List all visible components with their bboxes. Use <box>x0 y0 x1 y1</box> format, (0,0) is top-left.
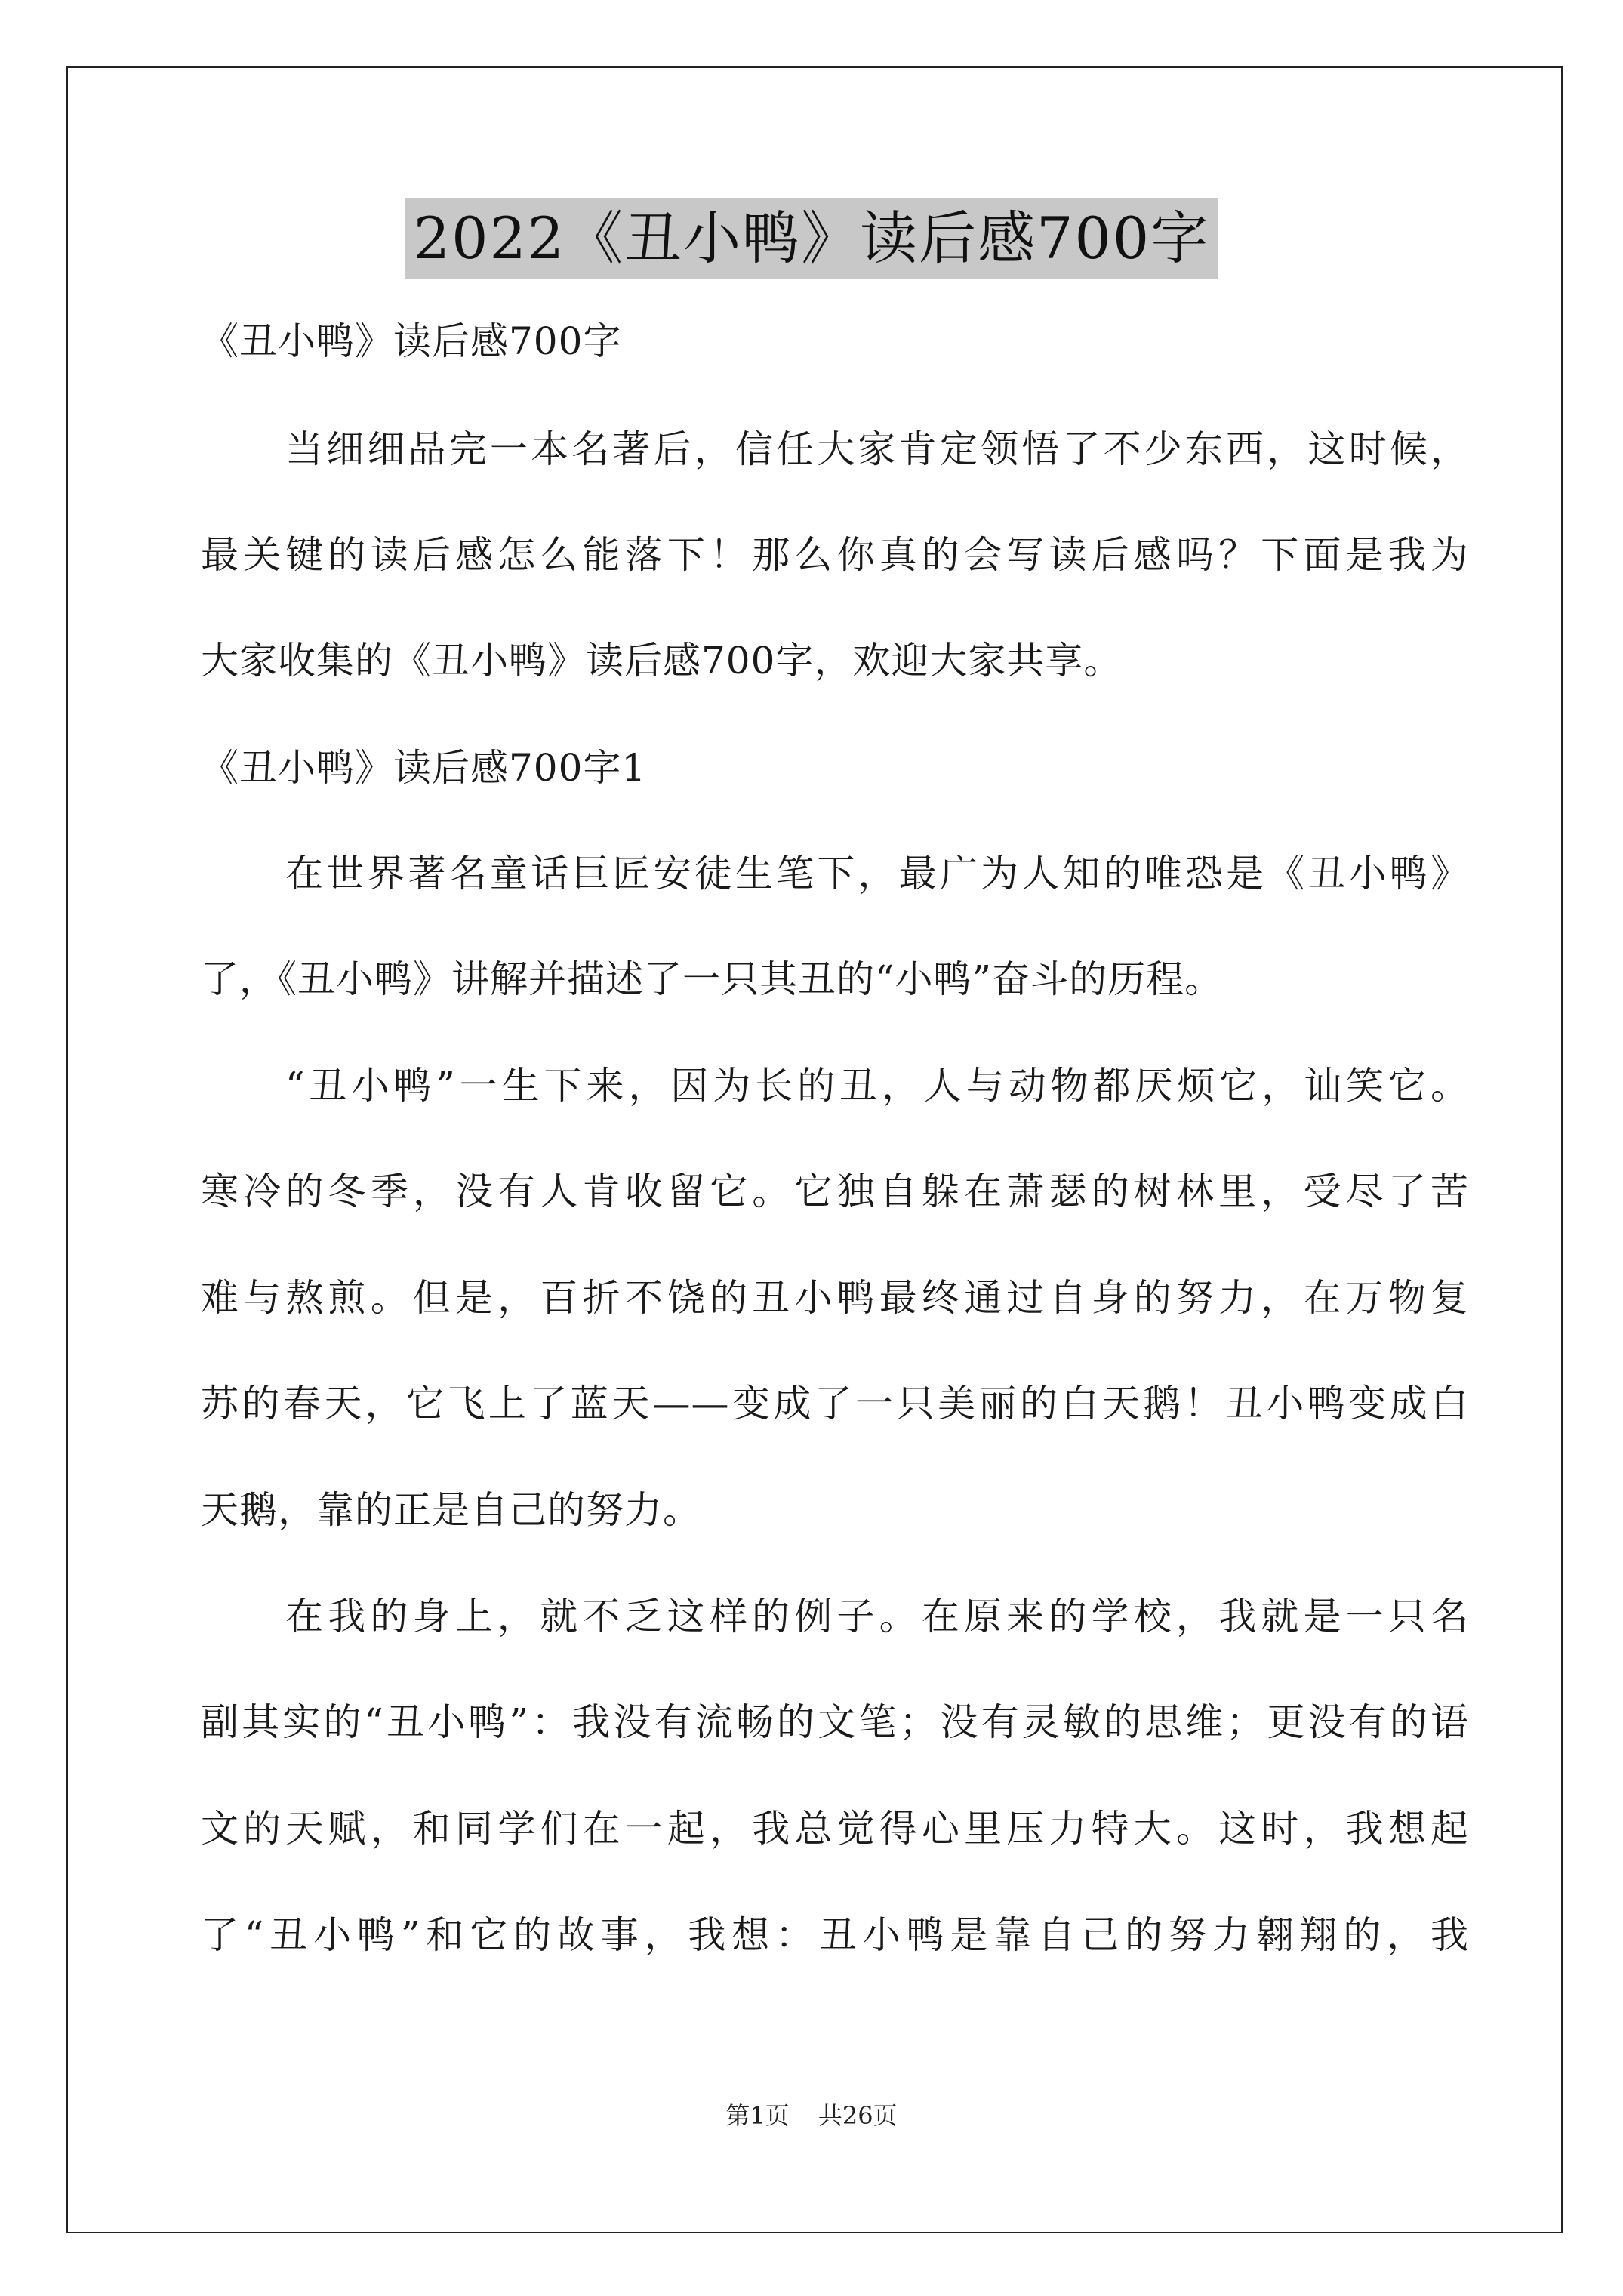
paragraph-line: 了，《丑小鸭》讲解并描述了一只其丑的“小鸭”奋斗的历程。 <box>201 957 1224 1001</box>
document-title: 2022《丑小鸭》读后感700字 <box>405 198 1218 279</box>
paragraph-line: 天鹅，靠的正是自己的努力。 <box>201 1488 701 1532</box>
paragraph-line: 了“丑小鸭”和它的故事，我想：丑小鸭是靠自己的努力翱翔的，我 <box>201 1913 1469 1957</box>
paragraph-line: 最关键的读后感怎么能落下！那么你真的会写读后感吗？下面是我为 <box>201 533 1469 577</box>
paragraph-line: 在世界著名童话巨匠安徒生笔下，最广为人知的唯恐是《丑小鸭》 <box>285 852 1469 895</box>
title-container <box>0 198 1623 279</box>
paragraph-line: 寒冷的冬季，没有人肯收留它。它独自躲在萧瑟的树林里，受尽了苦 <box>201 1170 1469 1213</box>
paragraph-line: 文的天赋，和同学们在一起，我总觉得心里压力特大。这时，我想起 <box>201 1807 1469 1851</box>
paragraph-line: 大家收集的《丑小鸭》读后感700字，欢迎大家共享。 <box>201 639 1123 683</box>
paragraph-line: 难与熬煎。但是，百折不饶的丑小鸭最终通过自身的努力，在万物复 <box>201 1276 1469 1320</box>
paragraph-line: 副其实的“丑小鸭”：我没有流畅的文笔；没有灵敏的思维；更没有的语 <box>201 1700 1469 1744</box>
section-heading: 《丑小鸭》读后感700字 <box>201 319 622 363</box>
paragraph-line: 苏的春天，它飞上了蓝天——变成了一只美丽的白天鹅！丑小鸭变成白 <box>201 1382 1469 1425</box>
section-heading: 《丑小鸭》读后感700字1 <box>201 746 647 790</box>
page-number: 第1页 <box>725 2101 790 2130</box>
paragraph-line: “丑小鸭”一生下来，因为长的丑，人与动物都厌烦它，讪笑它。 <box>285 1064 1469 1108</box>
paragraph-line: 当细细品完一本名著后，信任大家肯定领悟了不少东西，这时候， <box>285 427 1469 471</box>
paragraph-line: 在我的身上，就不乏这样的例子。在原来的学校，我就是一只名 <box>285 1595 1469 1638</box>
page-total: 共26页 <box>818 2101 898 2130</box>
page-footer <box>0 2100 1623 2131</box>
